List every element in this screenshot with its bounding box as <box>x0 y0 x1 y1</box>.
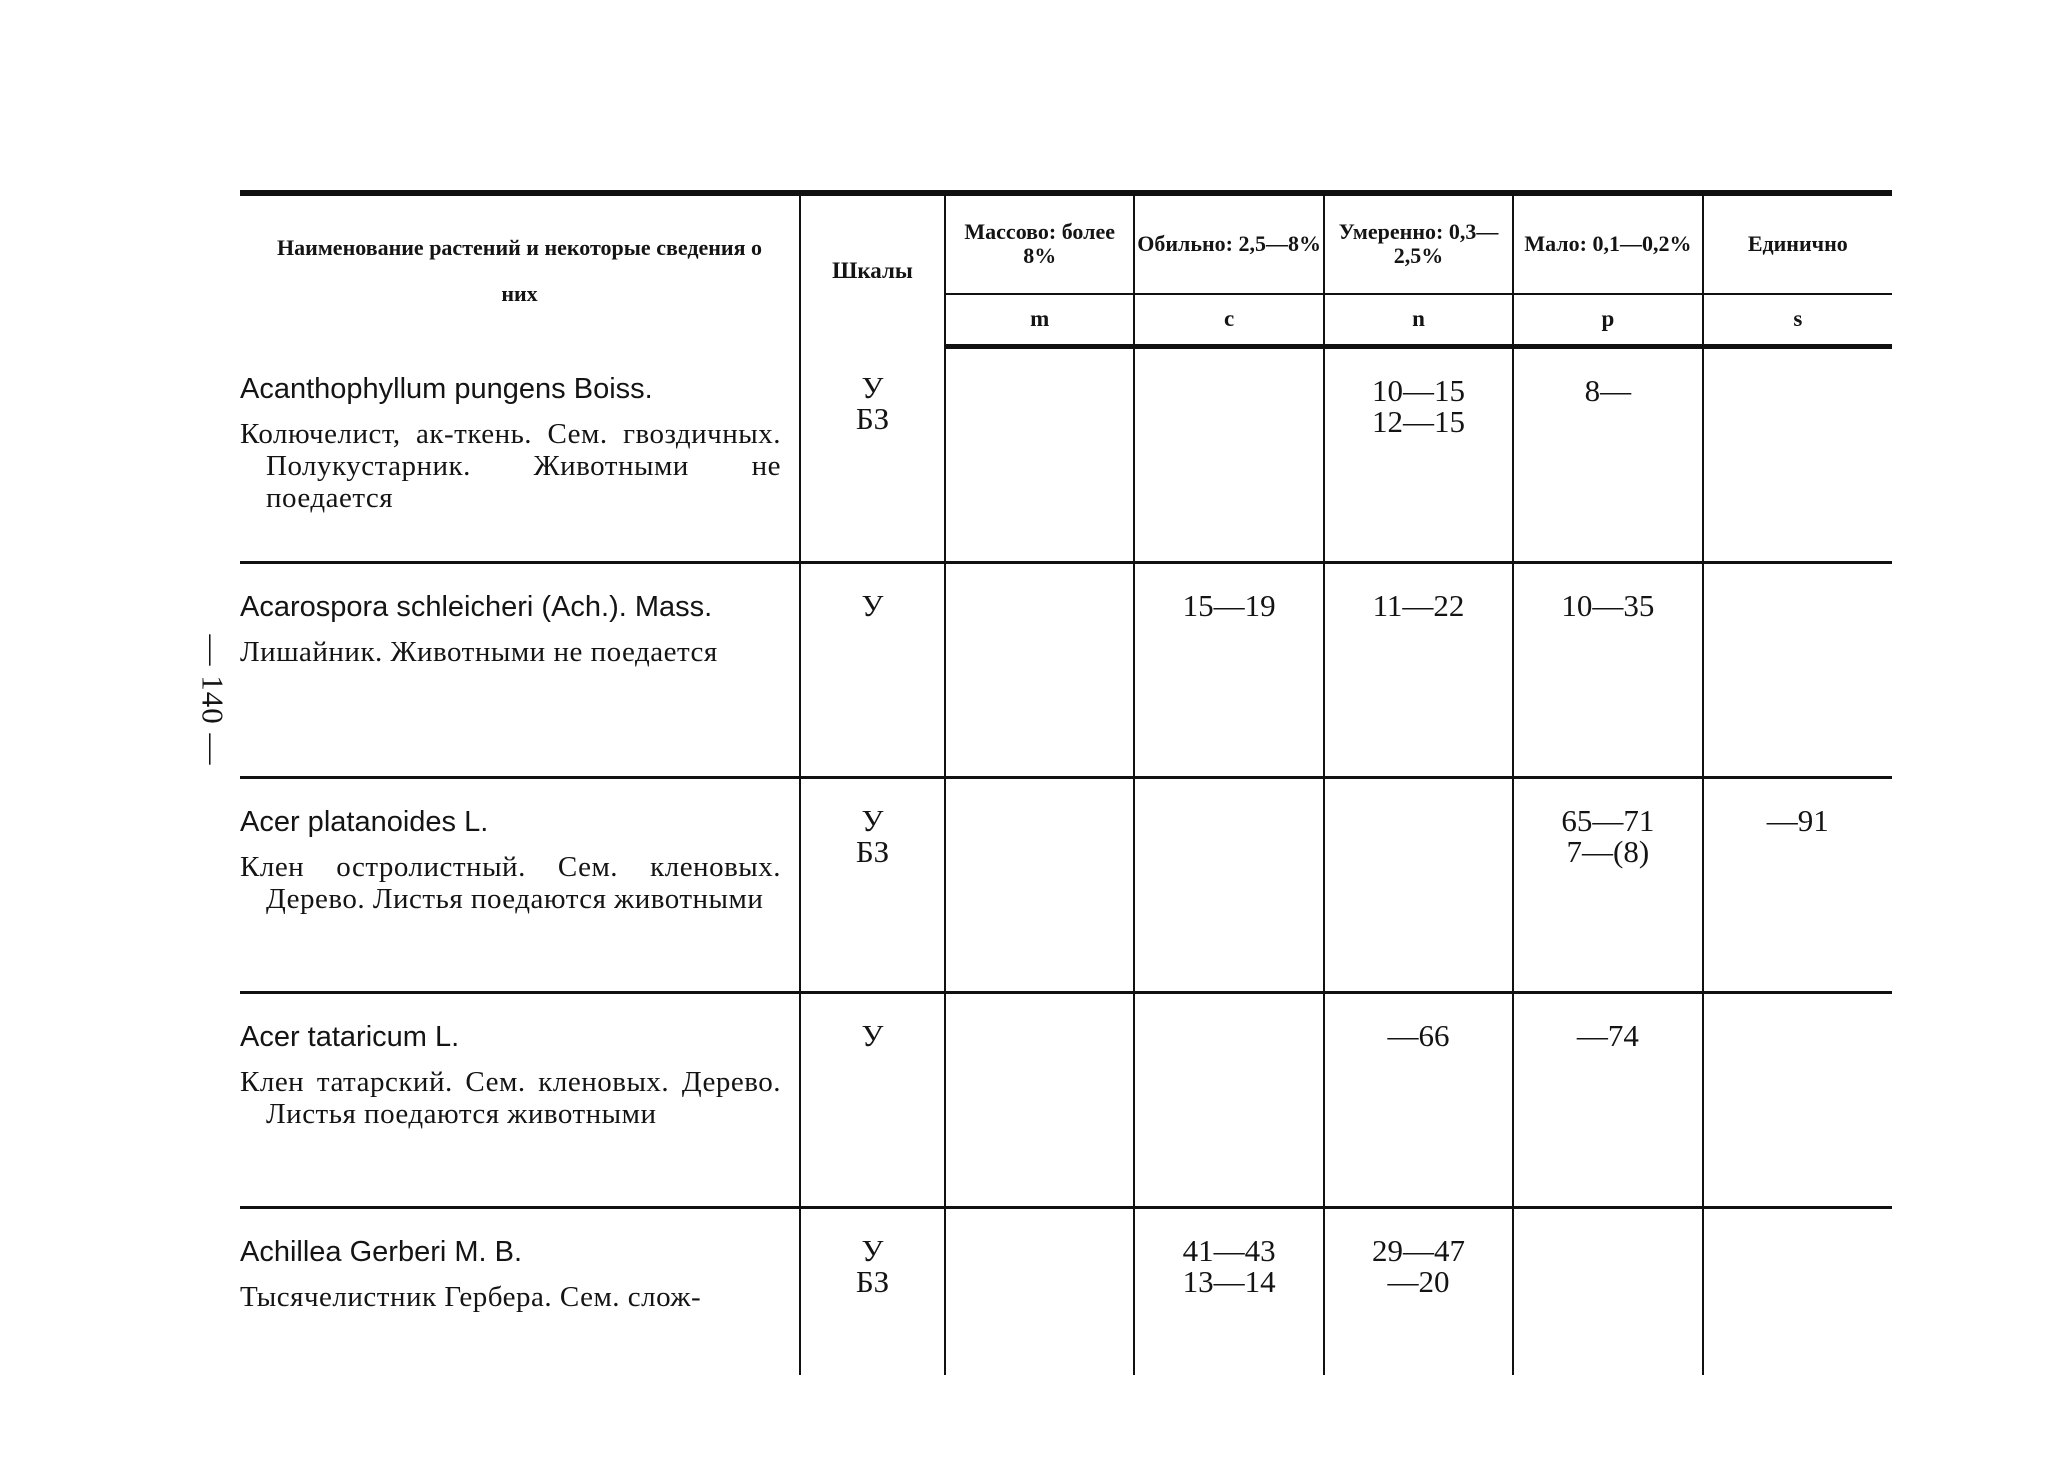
plant-description: Колючелист, ак-ткень. Сем. гвоздичных. Полукустарник. Животными не поедается <box>240 418 782 514</box>
value-cell-p <box>1513 992 1702 1207</box>
abundance-value: 29—47 <box>1371 1232 1465 1268</box>
value-cell-p <box>1513 1207 1702 1375</box>
header-category-single: Единично <box>1703 193 1892 294</box>
plant-description: Клен татарский. Сем. кленовых. Дерево. Листья поедаются животными <box>240 1065 782 1130</box>
scale-value: У <box>861 802 884 838</box>
scale-value: У <box>861 587 884 623</box>
scale-cell <box>800 1207 945 1375</box>
plant-description: Клен остролистный. Сем. кленовых. Дерево. Листья поедаются животными <box>240 850 782 915</box>
abundance-value: 41—43 <box>1182 1232 1276 1268</box>
plants-table <box>240 190 1892 1375</box>
header-code-c: c <box>1134 294 1323 346</box>
table-row <box>240 1207 1892 1375</box>
plant-latin-name: Acanthophyllum pungens Boiss. <box>240 373 653 405</box>
table-header <box>240 193 1892 346</box>
scale-value: БЗ <box>855 401 890 436</box>
abundance-value: 65—71 <box>1561 802 1655 838</box>
value-cell-n <box>1324 562 1513 777</box>
value-cell-s <box>1703 1207 1892 1375</box>
abundance-value: 8— <box>1584 372 1632 408</box>
header-scales: Шкалы <box>800 193 945 346</box>
header-code-n: n <box>1324 294 1513 346</box>
value-cell-p <box>1513 346 1702 562</box>
plant-latin-name: Acer tataricum L. <box>240 1020 460 1053</box>
plant-latin-name: Achillea Gerberi M. B. <box>240 1235 523 1268</box>
plant-name-cell <box>240 562 800 777</box>
abundance-value: —20 <box>1387 1263 1450 1299</box>
scale-cell <box>800 777 945 992</box>
abundance-value: 10—15 <box>1371 372 1465 408</box>
abundance-value: —74 <box>1576 1017 1639 1053</box>
abundance-value: 13—14 <box>1182 1263 1276 1299</box>
plant-latin-name: Acarospora schleicheri (Ach.). Mass. <box>240 590 713 623</box>
abundance-value: —66 <box>1387 1017 1450 1053</box>
value-cell-c <box>1134 1207 1323 1375</box>
value-cell-c <box>1134 777 1323 992</box>
value-cell-s <box>1703 562 1892 777</box>
value-cell-m <box>945 1207 1134 1375</box>
value-cell-c <box>1134 562 1323 777</box>
value-cell-m <box>945 346 1134 562</box>
scale-cell <box>800 346 945 562</box>
scale-cell <box>800 992 945 1207</box>
table-row <box>240 992 1892 1207</box>
value-cell-m <box>945 562 1134 777</box>
abundance-value: 11—22 <box>1372 587 1465 623</box>
value-cell-s <box>1703 346 1892 562</box>
abundance-value: 7—(8) <box>1566 833 1650 869</box>
value-cell-p <box>1513 777 1702 992</box>
abundance-value: 12—15 <box>1371 403 1465 439</box>
table-body <box>240 346 1892 1375</box>
value-cell-n <box>1324 992 1513 1207</box>
value-cell-c <box>1134 346 1323 562</box>
scale-value: У <box>861 1017 884 1053</box>
value-cell-n <box>1324 1207 1513 1375</box>
plant-latin-name: Acer platanoides L. <box>240 805 489 838</box>
abundance-value: —91 <box>1766 802 1829 838</box>
header-code-s: s <box>1703 294 1892 346</box>
plant-name-cell <box>240 346 800 562</box>
page-number-text: — 140 — <box>195 634 230 766</box>
header-code-p: p <box>1513 294 1702 346</box>
header-category-few: Мало: 0,1—0,2% <box>1513 193 1702 294</box>
value-cell-n <box>1324 346 1513 562</box>
header-category-mass: Массово: более 8% <box>945 193 1134 294</box>
value-cell-c <box>1134 992 1323 1207</box>
table-row <box>240 562 1892 777</box>
scale-value: У <box>861 1232 884 1268</box>
page-number <box>176 634 248 766</box>
scale-value: У <box>861 370 884 405</box>
value-cell-s <box>1703 992 1892 1207</box>
header-name: Наименование растений и некоторые сведения о них <box>240 193 800 346</box>
header-category-moderate: Умеренно: 0,3—2,5% <box>1324 193 1513 294</box>
table-row <box>240 346 1892 562</box>
scale-value: БЗ <box>855 833 890 869</box>
header-category-abundant: Обильно: 2,5—8% <box>1134 193 1323 294</box>
scale-value: БЗ <box>855 1263 890 1299</box>
table-row <box>240 777 1892 992</box>
value-cell-n <box>1324 777 1513 992</box>
abundance-value: 10—35 <box>1561 587 1655 623</box>
value-cell-m <box>945 992 1134 1207</box>
value-cell-p <box>1513 562 1702 777</box>
abundance-value: 15—19 <box>1182 587 1276 623</box>
scale-cell <box>800 562 945 777</box>
plant-description: Тысячелистник Гербера. Сем. слож- <box>240 1280 702 1313</box>
header-code-m: m <box>945 294 1134 346</box>
plant-name-cell <box>240 992 800 1207</box>
plant-description: Лишайник. Животными не поедается <box>240 635 718 668</box>
abundance-table <box>240 190 1892 1375</box>
plant-name-cell <box>240 1207 800 1375</box>
value-cell-m <box>945 777 1134 992</box>
value-cell-s <box>1703 777 1892 992</box>
plant-name-cell <box>240 777 800 992</box>
